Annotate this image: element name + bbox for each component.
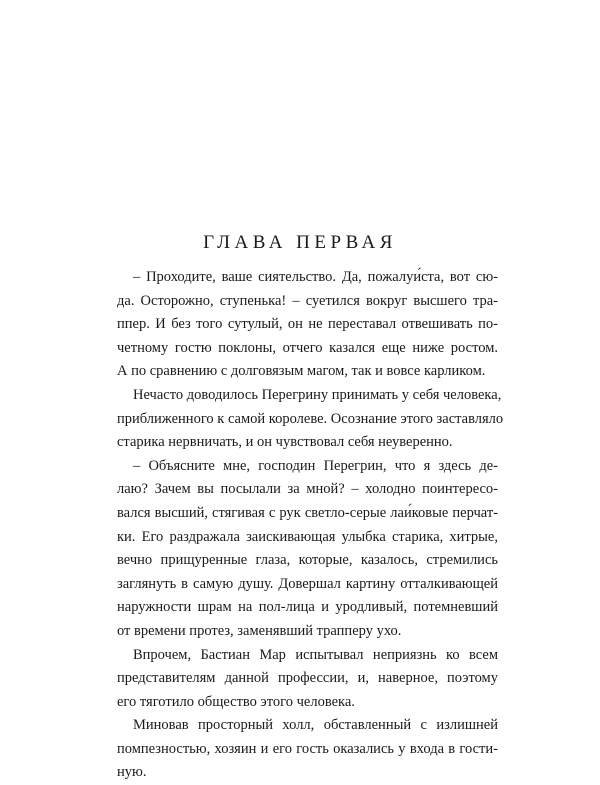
- text-line: – Проходите, ваше сиятельство. Да, пожалуи́ста, вот сю-: [133, 269, 498, 285]
- text-line: заглянуть в самую душу. Довершал картину отталкивающей: [117, 575, 498, 592]
- text-line: от времени протез, заменявший трапперу ухо.: [117, 622, 402, 639]
- text-line: приближенного к самой королеве. Осознание этого заставляло: [117, 410, 504, 427]
- text-line: Нечасто доводилось Перегрину принимать у себя человека,: [133, 386, 502, 403]
- text-line: ную.: [117, 764, 147, 781]
- text-line: его тяготило общество этого человека.: [117, 693, 355, 710]
- text-line: вался высший, стягивая с рук светло-серые лаи́ковые перчат-: [117, 504, 498, 521]
- text-line: наружности шрам на пол-лица и уродливый, потемневший: [117, 599, 498, 616]
- text-line: Впрочем, Бастиан Мар испытывал неприязнь ко всем: [133, 646, 498, 663]
- paragraph: [117, 455, 498, 644]
- text-line: четному гостю поклоны, отчего казался еще ниже ростом.: [117, 339, 498, 356]
- text-line: ппер. И без того сутулый, он не переставал отвешивать по-: [117, 316, 498, 333]
- paragraph: [117, 266, 498, 384]
- text-line: да. Осторожно, ступенька! – суетился вокруг высшего тра-: [117, 292, 498, 309]
- chapter-text: [117, 266, 504, 785]
- text-line: представителям данной профессии, и, наверное, поэтому: [117, 670, 498, 687]
- paragraph: [117, 644, 498, 715]
- text-line: Миновав просторный холл, обставленный с излишней: [133, 717, 498, 734]
- text-line: А по сравнению с долговязым магом, так и вовсе карликом.: [117, 363, 486, 380]
- text-line: лаю? Зачем вы посылали за мной? – холодно поинтересо-: [117, 481, 498, 498]
- text-line: вечно прищуренные глаза, которые, казалось, стремились: [117, 552, 498, 569]
- text-line: старика нервничать, и он чувствовал себя неуверенно.: [117, 434, 453, 451]
- text-line: ки. Его раздражала заискивающая улыбка старика, хитрые,: [117, 528, 498, 545]
- text-line: помпезностью, хозяин и его гость оказались у входа в гости-: [117, 740, 498, 757]
- text-line: – Объясните мне, господин Перегрин, что я здесь де-: [133, 457, 498, 474]
- chapter-title: ГЛАВА ПЕРВАЯ: [203, 232, 397, 253]
- paragraph: [117, 384, 504, 455]
